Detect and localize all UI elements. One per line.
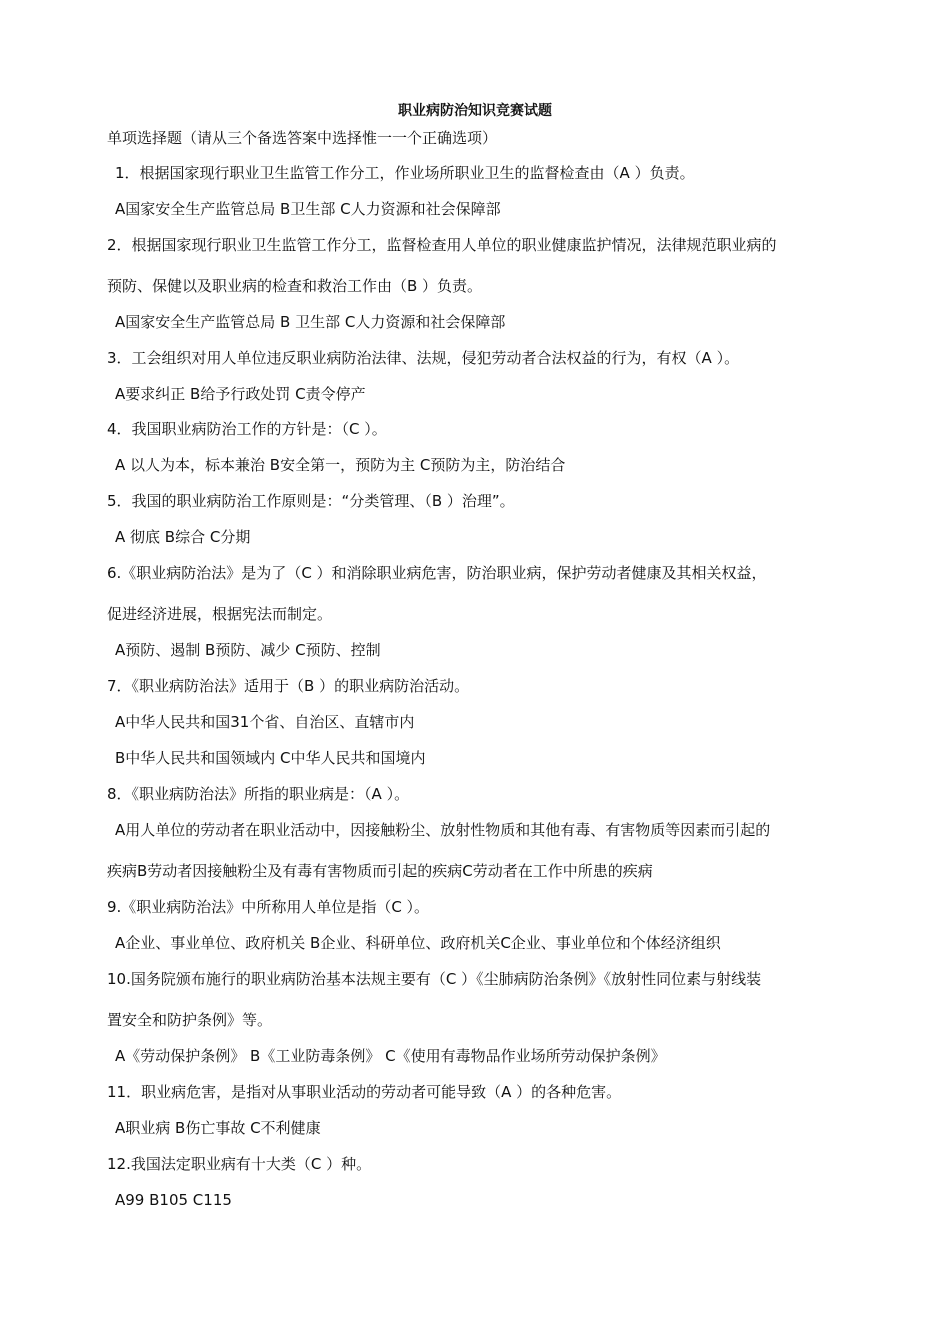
question-1-options: A国家安全生产监管总局 B卫生部 C人力资源和社会保障部 [115, 200, 501, 218]
question-11-options: A职业病 B伤亡事故 C不利健康 [115, 1119, 321, 1137]
question-12: 12.我国法定职业病有十大类（C ）种。 [107, 1155, 372, 1173]
question-4: 4．我国职业病防治工作的方针是：（C ）。 [107, 420, 387, 438]
question-2: 2．根据国家现行职业卫生监管工作分工，监督检查用人单位的职业健康监护情况，法律规范职业病的 [107, 236, 777, 254]
question-2-continued: 预防、保健以及职业病的检查和救治工作由（B ）负责。 [107, 277, 483, 295]
question-8-options-bc: 疾病B劳动者因接触粉尘及有毒有害物质而引起的疾病C劳动者在工作中所患的疾病 [107, 862, 653, 880]
question-10-options: A《劳动保护条例》 B《工业防毒条例》 C《使用有毒物品作业场所劳动保护条例》 [115, 1047, 666, 1065]
question-7-options-bc: B中华人民共和国领域内 C中华人民共和国境内 [115, 749, 426, 767]
question-8: 8．《职业病防治法》所指的职业病是：（A ）。 [107, 785, 410, 803]
question-10: 10.国务院颁布施行的职业病防治基本法规主要有（C ）《尘肺病防治条例》《放射性同位素与射线装 [107, 970, 762, 988]
question-11: 11．职业病危害，是指对从事职业活动的劳动者可能导致（A ）的各种危害。 [107, 1083, 622, 1101]
question-5: 5．我国的职业病防治工作原则是：“分类管理、（B ）治理”。 [107, 492, 515, 510]
question-2-options: A国家安全生产监管总局 B 卫生部 C人力资源和社会保障部 [115, 313, 506, 331]
question-6: 6.《职业病防治法》是为了（C ）和消除职业病危害，防治职业病，保护劳动者健康及其相关权益， [107, 564, 767, 582]
question-1: 1．根据国家现行职业卫生监管工作分工，作业场所职业卫生的监督检查由（A ）负责。 [115, 164, 695, 182]
section-heading: 单项选择题（请从三个备选答案中选择惟一一个正确选项） [107, 129, 498, 147]
document-title: 职业病防治知识竞赛试题 [398, 103, 552, 119]
question-3-options: A要求纠正 B给予行政处罚 C责令停产 [115, 385, 366, 403]
question-6-continued: 促进经济进展，根据宪法而制定。 [107, 605, 333, 623]
question-9: 9.《职业病防治法》中所称用人单位是指（C ）。 [107, 898, 430, 916]
question-6-options: A预防、遏制 B预防、减少 C预防、控制 [115, 641, 381, 659]
question-4-options: A 以人为本，标本兼治 B安全第一，预防为主 C预防为主，防治结合 [115, 456, 566, 474]
question-7: 7．《职业病防治法》适用于（B ）的职业病防治活动。 [107, 677, 470, 695]
question-12-options: A99 B105 C115 [115, 1191, 232, 1209]
question-8-option-a: A用人单位的劳动者在职业活动中，因接触粉尘、放射性物质和其他有毒、有害物质等因素而引起的 [115, 821, 771, 839]
question-5-options: A 彻底 B综合 C分期 [115, 528, 251, 546]
question-10-continued: 置安全和防护条例》等。 [107, 1011, 273, 1029]
question-3: 3．工会组织对用人单位违反职业病防治法律、法规，侵犯劳动者合法权益的行为，有权（A ）。 [107, 349, 740, 367]
question-9-options: A企业、事业单位、政府机关 B企业、科研单位、政府机关C企业、事业单位和个体经济组织 [115, 934, 721, 952]
question-7-option-a: A中华人民共和国31个省、自治区、直辖市内 [115, 713, 415, 731]
